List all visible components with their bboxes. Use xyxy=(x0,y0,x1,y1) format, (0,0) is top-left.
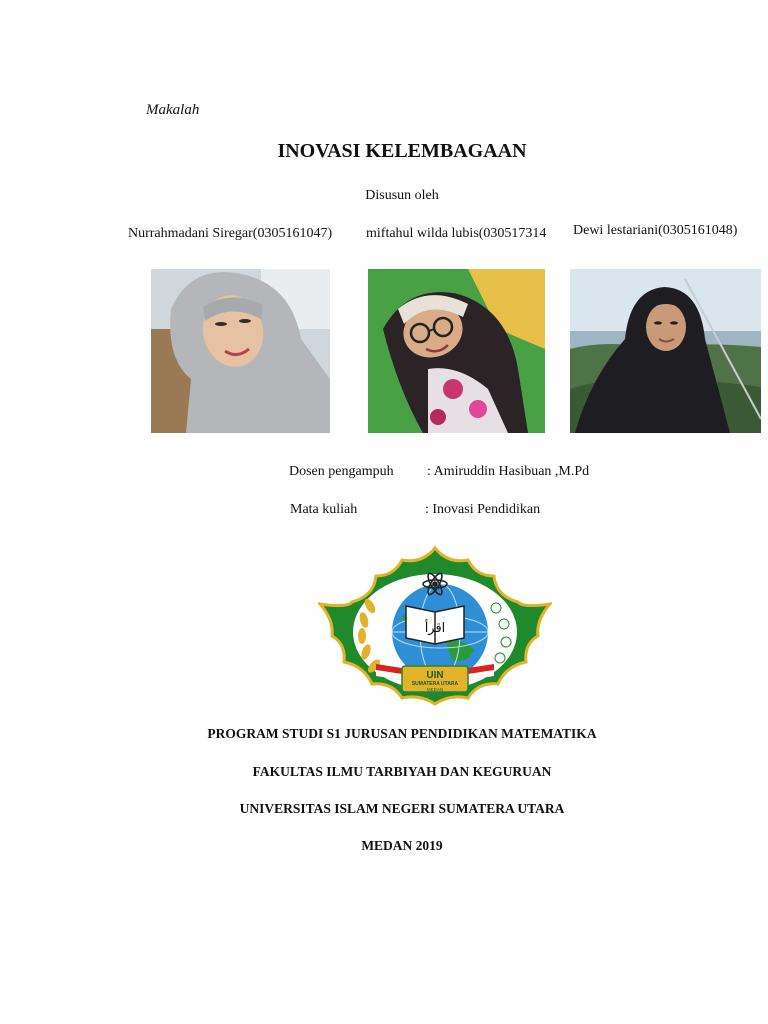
university-logo xyxy=(318,546,552,706)
author-name-1: Nurrahmadani Siregar(0305161047) xyxy=(128,226,333,241)
logo-banner-subtext: SUMATERA UTARA xyxy=(411,681,459,687)
lecturer-label: Dosen pengampuh xyxy=(289,464,394,479)
author-photo-3 xyxy=(570,269,761,433)
lecturer-value: : Amiruddin Hasibuan ,M.Pd xyxy=(427,464,590,479)
logo-banner-text: UIN xyxy=(426,670,444,681)
author-photo-2 xyxy=(368,269,545,433)
author-name-2: miftahul wilda lubis(030517314 xyxy=(366,226,547,241)
course-label: Mata kuliah xyxy=(290,502,358,517)
footer-faculty: FAKULTAS ILMU TARBIYAH DAN KEGURUAN xyxy=(252,764,552,779)
author-photo-1 xyxy=(151,269,330,433)
document-label: Makalah xyxy=(146,102,200,118)
footer-university: UNIVERSITAS ISLAM NEGERI SUMATERA UTARA xyxy=(239,801,565,816)
byline: Disusun oleh xyxy=(365,188,439,203)
course-value: : Inovasi Pendidikan xyxy=(425,502,541,517)
author-name-3: Dewi lestariani(0305161048) xyxy=(573,223,738,238)
footer-city-year: MEDAN 2019 xyxy=(361,838,443,853)
logo-banner-city: MEDAN xyxy=(426,687,444,692)
footer-program: PROGRAM STUDI S1 JURUSAN PENDIDIKAN MATEMATIKA xyxy=(207,726,597,741)
logo-book-text: اقرأ xyxy=(424,621,446,636)
document-title: INOVASI KELEMBAGAAN xyxy=(277,140,527,162)
